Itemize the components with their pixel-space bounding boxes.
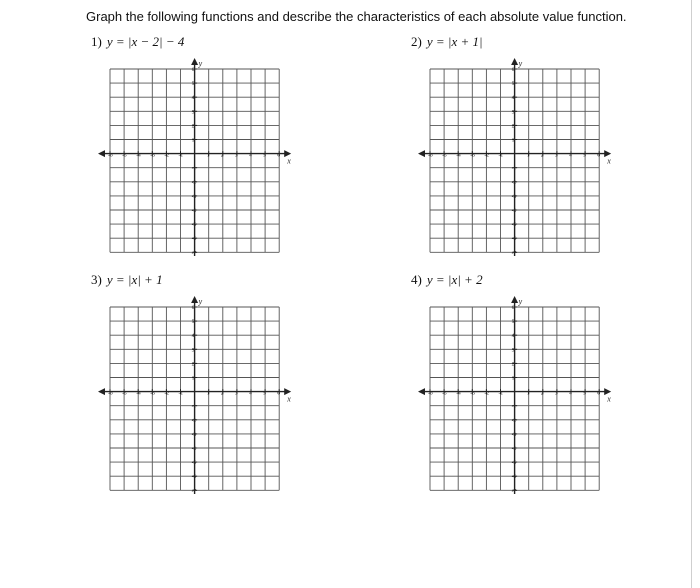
x-tick-label: 4 (569, 390, 572, 397)
x-tick-label: -3 (150, 152, 155, 159)
instructions: Graph the following functions and describe the characteristics of each absolute value function. (86, 9, 627, 24)
y-tick-label: -2 (511, 179, 517, 186)
y-tick-label: -5 (191, 460, 197, 467)
page-edge (691, 0, 700, 588)
y-axis-up-arrow-icon (511, 296, 518, 303)
y-tick-label: -7 (191, 250, 197, 256)
x-tick-label: 5 (583, 152, 586, 159)
x-axis-label: x (607, 156, 611, 166)
y-tick-label: -3 (511, 193, 517, 200)
y-tick-label: 1 (511, 375, 515, 382)
x-tick-label: -4 (456, 390, 461, 397)
x-tick-label: -3 (150, 390, 155, 397)
y-tick-label: 2 (191, 361, 195, 368)
x-tick-label: 4 (249, 152, 252, 159)
problem-3-label (91, 272, 163, 288)
x-tick-label: -6 (108, 152, 113, 159)
x-tick-label: 2 (540, 152, 544, 159)
grid-svg (94, 56, 304, 256)
x-tick-label: -3 (470, 390, 475, 397)
problem-3-number: 3) (91, 272, 102, 287)
y-tick-label: -6 (191, 236, 197, 243)
y-axis-label: y (198, 297, 203, 306)
x-tick-label: 6 (597, 152, 600, 159)
y-tick-label: -7 (511, 250, 517, 256)
y-tick-label: -5 (191, 222, 197, 229)
problem-1-label (91, 34, 184, 50)
y-tick-label: -1 (511, 403, 517, 410)
y-tick-label: 5 (511, 81, 515, 88)
y-tick-label: 4 (511, 95, 515, 102)
problem-1-number: 1) (91, 34, 102, 49)
problem-2-number: 2) (411, 34, 422, 49)
x-tick-label: -1 (498, 390, 504, 397)
x-tick-label: 3 (554, 152, 558, 159)
x-tick-label: -4 (456, 152, 461, 159)
x-tick-label: -1 (498, 152, 504, 159)
y-tick-label: -6 (511, 236, 517, 243)
y-tick-label: 1 (191, 137, 195, 144)
x-tick-label: 1 (206, 390, 210, 397)
x-tick-label: 5 (263, 152, 266, 159)
x-tick-label: 4 (249, 390, 252, 397)
y-tick-label: -3 (191, 193, 197, 200)
y-axis-label: y (518, 59, 523, 68)
y-tick-label: 3 (511, 347, 515, 354)
x-tick-label: 1 (526, 390, 530, 397)
y-tick-label: 2 (191, 123, 195, 130)
coordinate-grid-1[interactable] (94, 56, 304, 256)
y-tick-label: -1 (191, 165, 197, 172)
problem-3-equation: y = |x| + 1 (106, 272, 163, 287)
problem-2-equation: y = |x + 1| (426, 34, 483, 49)
x-tick-label: -1 (178, 390, 184, 397)
y-tick-label: -2 (191, 179, 197, 186)
y-tick-label: 3 (191, 109, 195, 116)
y-tick-label: -4 (511, 446, 517, 452)
x-tick-label: 3 (554, 390, 558, 397)
grid-svg (94, 294, 304, 494)
x-tick-label: -3 (470, 152, 475, 159)
x-axis-label: x (287, 394, 291, 404)
x-tick-label: 5 (263, 390, 266, 397)
y-tick-label: 5 (511, 319, 515, 326)
x-tick-label: -2 (484, 390, 489, 397)
x-tick-label: -4 (136, 390, 141, 397)
x-tick-label: 6 (277, 152, 280, 159)
x-tick-label: -6 (428, 152, 433, 159)
y-tick-label: 6 (511, 67, 515, 73)
y-axis-up-arrow-icon (191, 296, 198, 303)
y-axis-up-arrow-icon (191, 58, 198, 65)
x-tick-label: 2 (220, 390, 224, 397)
x-tick-label: -4 (136, 152, 141, 159)
x-tick-label: 2 (220, 152, 224, 159)
y-tick-label: 4 (511, 333, 515, 340)
grid-svg (414, 56, 624, 256)
problem-4-number: 4) (411, 272, 422, 287)
x-tick-label: -5 (122, 152, 127, 159)
y-tick-label: -2 (191, 417, 197, 424)
x-tick-label: 3 (234, 152, 238, 159)
problem-4-label (411, 272, 483, 288)
x-axis-left-arrow-icon (98, 388, 105, 395)
coordinate-grid-2[interactable] (414, 56, 624, 256)
x-axis-left-arrow-icon (418, 388, 425, 395)
grid-svg (414, 294, 624, 494)
x-tick-label: -5 (442, 390, 447, 397)
x-axis-left-arrow-icon (98, 150, 105, 157)
x-tick-label: -2 (164, 152, 169, 159)
x-tick-label: 6 (597, 390, 600, 397)
y-tick-label: 5 (191, 319, 195, 326)
x-tick-label: -6 (108, 390, 113, 397)
x-axis-left-arrow-icon (418, 150, 425, 157)
problem-4-equation: y = |x| + 2 (426, 272, 483, 287)
y-tick-label: -3 (191, 431, 197, 438)
y-tick-label: -4 (511, 208, 517, 214)
x-tick-label: -5 (122, 390, 127, 397)
problem-2-label (411, 34, 483, 50)
y-tick-label: 6 (511, 305, 515, 311)
y-tick-label: 1 (511, 137, 515, 144)
y-tick-label: -5 (511, 460, 517, 467)
x-axis-label: x (607, 394, 611, 404)
y-tick-label: 3 (511, 109, 515, 116)
y-axis-label: y (198, 59, 203, 68)
x-tick-label: 3 (234, 390, 238, 397)
y-tick-label: -5 (511, 222, 517, 229)
y-tick-label: 3 (191, 347, 195, 354)
y-tick-label: -7 (511, 488, 517, 494)
y-tick-label: -4 (191, 446, 197, 452)
x-tick-label: 5 (583, 390, 586, 397)
y-tick-label: 2 (511, 123, 515, 130)
x-tick-label: -2 (484, 152, 489, 159)
y-tick-label: -6 (191, 474, 197, 481)
y-tick-label: -4 (191, 208, 197, 214)
y-tick-label: 5 (191, 81, 195, 88)
y-tick-label: 6 (191, 305, 195, 311)
x-tick-label: 4 (569, 152, 572, 159)
y-tick-label: -1 (191, 403, 197, 410)
problem-1-equation: y = |x − 2| − 4 (106, 34, 185, 49)
y-tick-label: -6 (511, 474, 517, 481)
y-tick-label: -2 (511, 417, 517, 424)
y-tick-label: 6 (191, 67, 195, 73)
x-axis-label: x (287, 156, 291, 166)
x-tick-label: 1 (206, 152, 210, 159)
y-tick-label: 4 (191, 95, 195, 102)
y-tick-label: -7 (191, 488, 197, 494)
x-tick-label: -2 (164, 390, 169, 397)
x-tick-label: -1 (178, 152, 184, 159)
x-tick-label: 2 (540, 390, 544, 397)
x-tick-label: 1 (526, 152, 530, 159)
coordinate-grid-3[interactable] (94, 294, 304, 494)
y-tick-label: 2 (511, 361, 515, 368)
x-tick-label: -6 (428, 390, 433, 397)
coordinate-grid-4[interactable] (414, 294, 624, 494)
x-tick-label: -5 (442, 152, 447, 159)
y-tick-label: -1 (511, 165, 517, 172)
y-tick-label: -3 (511, 431, 517, 438)
y-tick-label: 4 (191, 333, 195, 340)
y-axis-label: y (518, 297, 523, 306)
x-tick-label: 6 (277, 390, 280, 397)
y-axis-up-arrow-icon (511, 58, 518, 65)
y-tick-label: 1 (191, 375, 195, 382)
